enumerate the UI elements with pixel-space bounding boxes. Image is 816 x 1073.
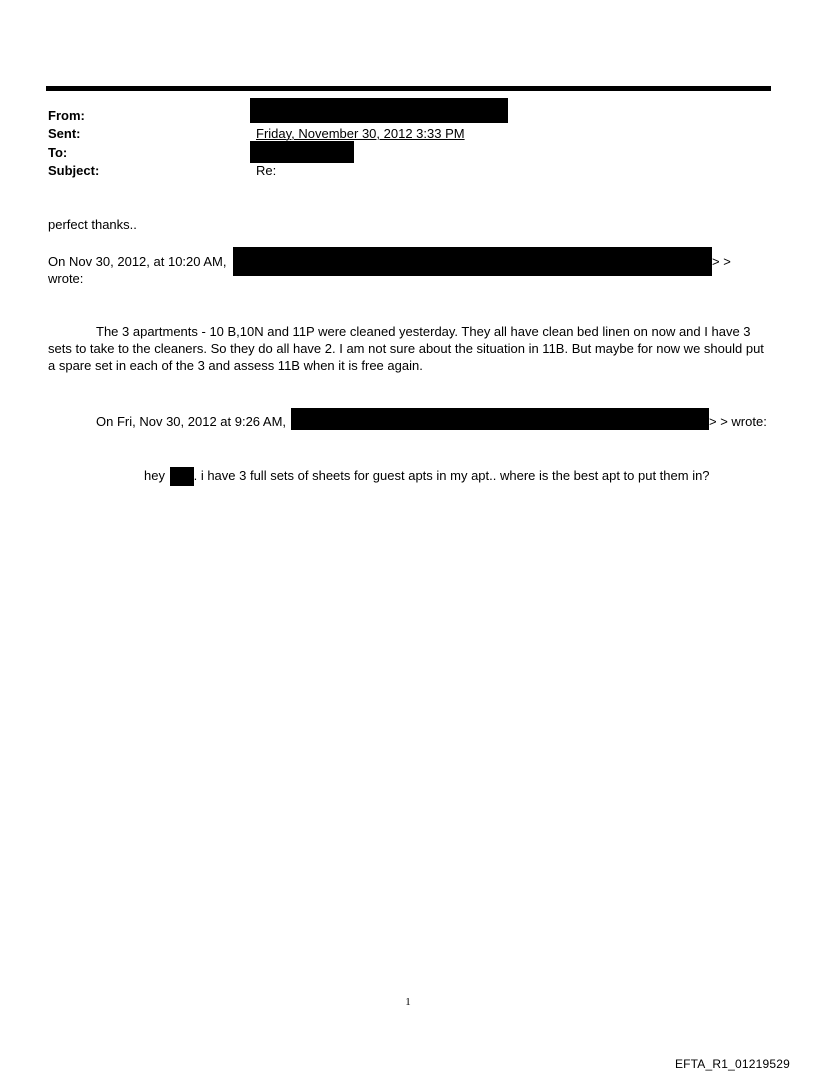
subject-value: Re: bbox=[256, 163, 277, 178]
page-number: 1 bbox=[405, 996, 411, 1008]
quote3-name-redaction bbox=[170, 467, 194, 486]
from-label: From: bbox=[48, 108, 85, 123]
quote1-paragraph: The 3 apartments - 10 B,10N and 11P were cleaned yesterday. They all have clean bed linen on now and I have 3 sets to take to the cleaners. So they do all have 2. I am not sure about the situation in 11B. But maybe for now we should put a spare set in each of the 3 and assess 11B when it is free again. bbox=[48, 324, 764, 373]
quote3-text: . i have 3 full sets of sheets for guest apts in my apt.. where is the best apt to put them in? bbox=[193, 468, 710, 483]
quote1-wrote: wrote: bbox=[48, 271, 84, 286]
quote1-tail: > > bbox=[712, 254, 731, 269]
subject-label: Subject: bbox=[48, 163, 100, 178]
quote1-sender-redaction bbox=[233, 247, 712, 276]
quote2-sender-redaction bbox=[291, 408, 709, 430]
sent-value: Friday, November 30, 2012 3:33 PM bbox=[256, 126, 465, 141]
document-id: EFTA_R1_01219529 bbox=[674, 1057, 790, 1071]
quote3-line bbox=[144, 467, 710, 486]
quote2-tail: > > wrote: bbox=[709, 414, 767, 429]
quote2-intro: On Fri, Nov 30, 2012 at 9:26 AM, bbox=[96, 414, 287, 429]
quote1-intro: On Nov 30, 2012, at 10:20 AM, bbox=[48, 254, 227, 269]
to-redaction bbox=[250, 141, 354, 163]
quote3-greeting: hey bbox=[144, 468, 165, 483]
header-divider bbox=[46, 86, 771, 91]
from-redaction bbox=[250, 98, 508, 123]
reply-text: perfect thanks.. bbox=[48, 217, 137, 232]
sent-label: Sent: bbox=[48, 126, 81, 141]
to-label: To: bbox=[48, 145, 68, 160]
